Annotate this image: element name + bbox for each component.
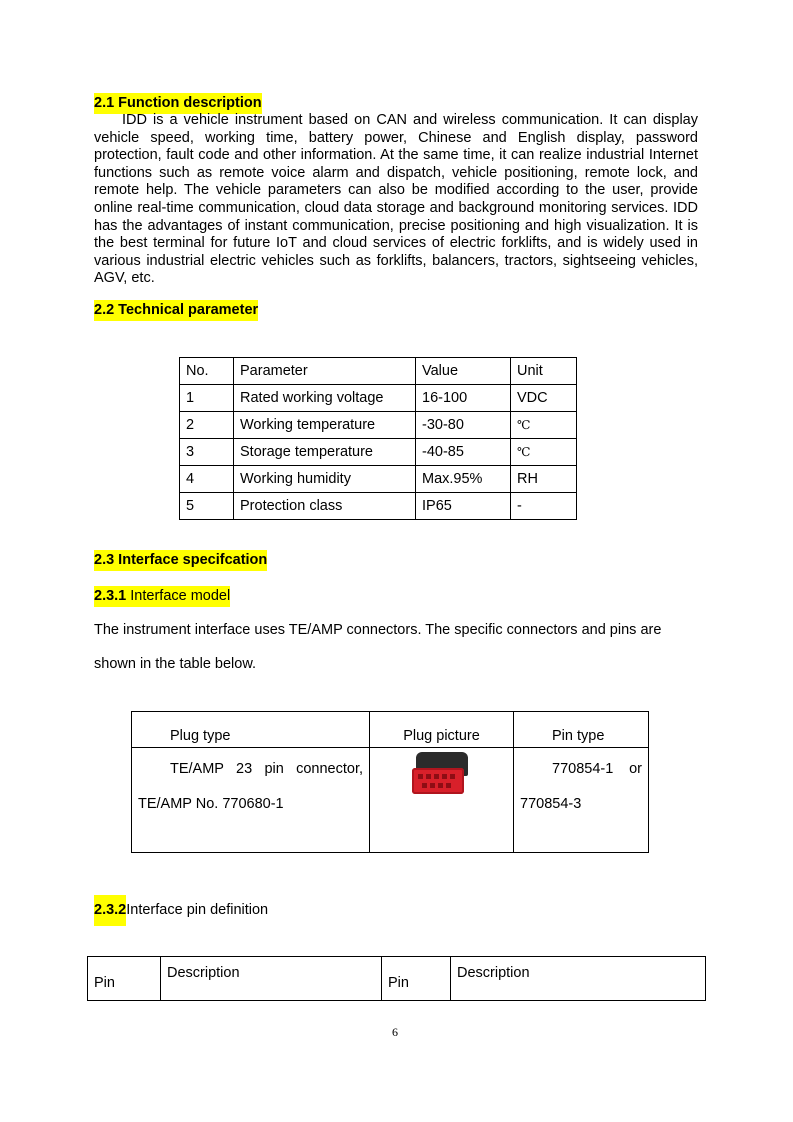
interface-text-line-2: shown in the table below. (94, 656, 257, 672)
section-2-1-heading: 2.1 Function description (94, 95, 262, 111)
table-header-row: Pin Description Pin Description (88, 957, 706, 1001)
subsection-2-3-2-heading: 2.3.2Interface pin definition (94, 902, 268, 918)
table-row: TE/AMP 23 pin connector, TE/AMP No. 770680-1 770854-1 or 770854-3 (132, 748, 649, 853)
section-2-2-heading: 2.2 Technical parameter (94, 302, 258, 318)
table-row: 5 Protection class IP65 - (180, 493, 577, 520)
table-header-row: Plug type Plug picture Pin type (132, 712, 649, 748)
connector-image (410, 752, 474, 798)
table-row: 4 Working humidity Max.95% RH (180, 466, 577, 493)
page-number: 6 (392, 1025, 398, 1039)
function-description-paragraph: IDD is a vehicle instrument based on CAN and wireless communication. It can display vehicle speed, working time, battery power, Chinese and English display, password protection, fault code and other information. At the same time, it can realize industrial Internet functions such as remote voice alarm and dispatch, vehicle positioning, remote lock, and remote help. The vehicle parameters can also be modified according to the user, provide online real-time communication, cloud data storage and background monitoring services. IDD has the advantages of instant communication, precise positioning and high visualization. It is the best terminal for future IoT and cloud services of electric forklifts, and is widely used in various industrial electric vehicles such as forklifts, balancers, tractors, sightseeing vehicles, AGV, etc. (94, 112, 698, 287)
table-row: 3 Storage temperature -40-85 ℃ (180, 439, 577, 466)
interface-model-table (131, 711, 649, 853)
pin-definition-table (87, 956, 706, 1001)
section-2-3-heading: 2.3 Interface specifcation (94, 552, 267, 568)
table-header-row: No. Parameter Value Unit (180, 358, 577, 385)
table-row: 1 Rated working voltage 16-100 VDC (180, 385, 577, 412)
technical-parameter-table (179, 357, 577, 520)
plug-picture-cell (370, 748, 514, 853)
table-row: 2 Working temperature -30-80 ℃ (180, 412, 577, 439)
subsection-2-3-1-heading: 2.3.1 Interface model (94, 588, 230, 604)
interface-text-line-1: The instrument interface uses TE/AMP connectors. The specific connectors and pins are (94, 622, 662, 638)
